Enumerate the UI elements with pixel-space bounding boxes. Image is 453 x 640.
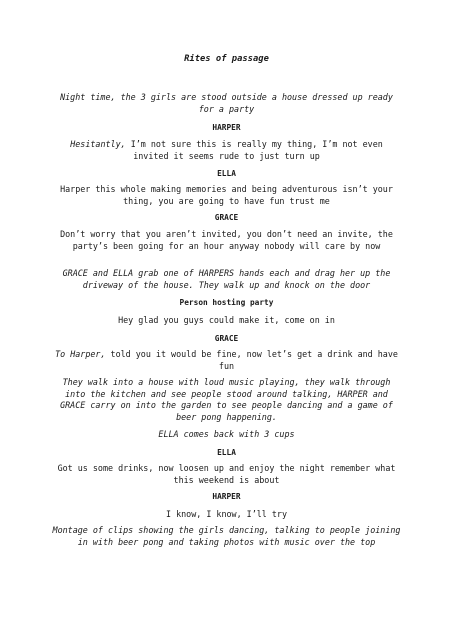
dialogue-line: Harper this whole making memories and being adventurous isn’t your thing, you are going to have fun trust me [60,184,393,206]
action-line: ELLA comes back with 3 cups [158,429,295,439]
action-line: Night time, the 3 girls are stood outside a house dressed up ready for a party [60,92,393,114]
character-name: ELLA [217,169,236,178]
dialogue-text: I’m not sure this is really my thing, I’m not even invited it seems rude to just turn up [125,139,383,161]
dialogue-line [52,349,401,372]
action-line: They walk into a house with loud music playing, they walk through into the kitchen and see people stood around talking, HARPER and GRACE carry on into the garden to see people dancing and a game of beer pong happening. [60,377,393,422]
parenthetical: To Harper, [55,349,106,359]
character-name: HARPER [212,123,241,132]
character-name: GRACE [214,213,239,222]
dialogue-line: Hey glad you guys could make it, come on in [118,315,335,325]
character-name: HARPER [212,492,241,501]
parenthetical: Hesitantly, [70,139,126,149]
dialogue-line: Got us some drinks, now loosen up and enjoy the night remember what this weekend is about [57,463,396,485]
action-line: GRACE and ELLA grab one of HARPERS hands each and drag her up the driveway of the house. They walk up and knock on the door [62,268,391,290]
dialogue-text: told you it would be fine, now let’s get a drink and have fun [105,349,398,371]
character-name: Person hosting party [179,298,274,307]
action-line: Montage of clips showing the girls dancing, talking to people joining in with beer pong and taking photos with music over the top [52,525,401,547]
character-name: GRACE [214,334,239,343]
dialogue-line: Don’t worry that you aren’t invited, you don’t need an invite, the party’s been going for an hour anyway nobody will care by now [60,229,393,251]
dialogue-line [52,139,401,162]
character-name: ELLA [217,448,236,457]
document-title: Rites of passage [184,54,269,64]
dialogue-line: I know, I know, I’ll try [165,509,287,519]
